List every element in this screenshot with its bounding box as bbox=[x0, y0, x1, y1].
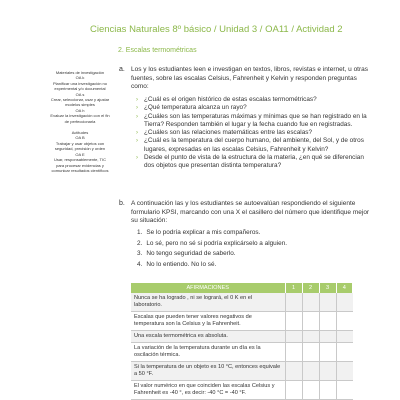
affirmation-text: Escalas que pueden tener valores negativos de temperatura son la Celsius y la Fahrenheit. bbox=[131, 312, 285, 331]
answer-cell[interactable] bbox=[285, 312, 302, 331]
question-item: › ¿Qué temperatura alcanza un rayo? bbox=[136, 104, 247, 112]
kpsi-table bbox=[131, 283, 353, 400]
question-item: › Desde el punto de vista de la estructura de la materia, ¿en qué se diferencian dos objetos que presentan distinta temperatura? bbox=[136, 154, 364, 170]
question-list bbox=[136, 96, 368, 171]
section-title: 2. Escalas termométricas bbox=[118, 47, 197, 54]
question-item: › ¿Cuáles son las temperaturas máximas y mínimas que se han registrado en la Tierra? Responden también el lugar y la fecha cuando fue en registradas. bbox=[136, 112, 367, 128]
affirmation-text: Nunca se ha logrado , ni se logrará, el 0 K en el laboratorio. bbox=[131, 293, 285, 312]
table-row bbox=[131, 343, 353, 362]
answer-cell[interactable] bbox=[319, 293, 336, 312]
answer-cell[interactable] bbox=[285, 293, 302, 312]
question-item: › ¿Cuál es la temperatura del cuerpo humano, del ambiente, del Sol, y de otros lugares, expresadas en las escalas Celsius, Fahrenheit y Kelvin? bbox=[136, 137, 364, 153]
answer-cell[interactable] bbox=[336, 343, 353, 362]
answer-cell[interactable] bbox=[302, 331, 319, 343]
answer-cell[interactable] bbox=[302, 362, 319, 381]
chevron-right-icon: › bbox=[136, 105, 138, 112]
affirmation-text: La variación de la temperatura durante un día es la oscilación térmica. bbox=[131, 343, 285, 362]
part-a-letter: a. bbox=[119, 66, 125, 73]
question-item: › ¿Cuál es el origen histórico de estas escalas termométricas? bbox=[136, 96, 317, 103]
affirmation-text: El valor numérico en que coinciden las escalas Celsius y Fahrenheit es -40 °, es decir: -40 °C = -40 °F. bbox=[131, 381, 285, 400]
table-header-row bbox=[131, 283, 353, 293]
table-header-affirmations: AFIRMACIONES bbox=[131, 283, 285, 293]
column-header: 3 bbox=[319, 283, 336, 293]
chevron-right-icon: › bbox=[136, 130, 138, 137]
sidebar-item: Usar, responsablemente, TIC para procesar evidencias y comunicar resultados científicos bbox=[51, 157, 109, 173]
answer-cell[interactable] bbox=[336, 312, 353, 331]
level-item: 4. No lo entiendo. No lo sé. bbox=[137, 260, 217, 268]
level-item: 3. No tengo seguridad de saberlo. bbox=[137, 250, 236, 257]
chevron-right-icon: › bbox=[136, 113, 138, 120]
column-header: 1 bbox=[285, 283, 302, 293]
sidebar-item: Trabajar y usar objetos con seguridad, precisión y orden bbox=[54, 140, 106, 152]
answer-cell[interactable] bbox=[336, 381, 353, 400]
answer-cell[interactable] bbox=[302, 343, 319, 362]
sidebar-item: OA E bbox=[75, 151, 85, 157]
part-b-letter: b. bbox=[119, 200, 125, 207]
column-header: 4 bbox=[336, 283, 353, 293]
page-header: Ciencias Naturales 8º básico / Unidad 3 / OA11 / Actividad 2 bbox=[90, 24, 343, 35]
chevron-right-icon: › bbox=[136, 138, 138, 145]
sidebar-item: Materiales de investigación bbox=[55, 70, 105, 75]
answer-cell[interactable] bbox=[302, 381, 319, 400]
answer-cell[interactable] bbox=[336, 331, 353, 343]
sidebar-item: Evaluar la investigación con el fin de perfeccionarla bbox=[50, 113, 110, 124]
sidebar-item: Actitudes bbox=[71, 130, 89, 136]
sidebar-item: OA B bbox=[75, 135, 85, 141]
table-row bbox=[131, 331, 353, 343]
answer-cell[interactable] bbox=[319, 312, 336, 331]
table-row bbox=[131, 381, 353, 400]
answer-cell[interactable] bbox=[285, 362, 302, 381]
answer-cell[interactable] bbox=[302, 293, 319, 312]
answer-cell[interactable] bbox=[285, 343, 302, 362]
affirmation-text: Si la temperatura de un objeto es 10 °C, entonces equivale a 50 °F. bbox=[131, 362, 285, 381]
answer-cell[interactable] bbox=[319, 381, 336, 400]
answer-cell[interactable] bbox=[302, 312, 319, 331]
sidebar-item: OA s bbox=[75, 91, 85, 97]
level-list bbox=[137, 228, 367, 270]
level-item: 2. Lo sé, pero no sé si podría explicárselo a alguien. bbox=[137, 239, 288, 247]
sidebar-item: OA h bbox=[75, 107, 85, 113]
chevron-right-icon: › bbox=[136, 97, 138, 103]
sidebar-item: Planificar una investigación no experimental y/o documental bbox=[52, 80, 108, 92]
question-item: › ¿Cuáles son las relaciones matemáticas entre las escalas? bbox=[136, 129, 313, 137]
answer-cell[interactable] bbox=[319, 331, 336, 343]
table-row bbox=[131, 312, 353, 331]
answer-cell[interactable] bbox=[336, 362, 353, 381]
answer-cell[interactable] bbox=[319, 343, 336, 362]
affirmation-text: Una escala termométrica es absoluta. bbox=[131, 331, 285, 343]
table-row bbox=[131, 293, 353, 312]
answer-cell[interactable] bbox=[319, 362, 336, 381]
part-a-intro: Los y los estudiantes leen e investigan en textos, libros, revistas e internet, u otras fuentes, sobre las escalas Celsius, Fahrenheit y Kelvin y responden preguntas como: bbox=[131, 66, 369, 90]
sidebar-item: OA k bbox=[75, 75, 85, 81]
chevron-right-icon: › bbox=[136, 155, 138, 162]
sidebar-objectives bbox=[50, 70, 110, 173]
part-b-intro: A continuación las y los estudiantes se autoevalúan respondiendo el siguiente formulario KPSI, marcando con una X el casillero del número que identifique mejor su situación: bbox=[131, 200, 370, 224]
column-header: 2 bbox=[302, 283, 319, 293]
level-item: 1. Se lo podría explicar a mis compañeros. bbox=[137, 229, 261, 236]
answer-cell[interactable] bbox=[336, 293, 353, 312]
table-row bbox=[131, 362, 353, 381]
answer-cell[interactable] bbox=[285, 381, 302, 400]
sidebar-item: Crear, seleccionar, usar y ajustar modelos simples bbox=[50, 97, 110, 108]
answer-cell[interactable] bbox=[285, 331, 302, 343]
